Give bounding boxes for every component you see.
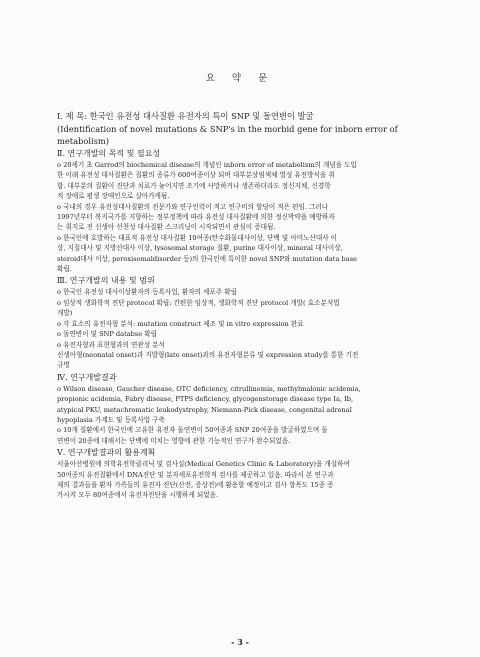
document-body: [57, 110, 440, 501]
body-text-line: 1997년부터 복지국가를 지향하는 정부정책에 따라 유전성 대사질환에 의한 정신박약을 예방하자: [57, 213, 335, 222]
body-text-line: 확립.: [57, 265, 72, 274]
section-heading: Ⅴ. 연구개발결과의 활용계획: [57, 448, 156, 458]
body-text-line: hypoplasia 가계도 및 등록사업 구축: [57, 415, 165, 424]
body-text-line: 규명: [57, 361, 70, 370]
body-text-line: 상, 지질대사 및 지방산대사 이상, lysosomal storage 질환, purine 대사이상, mineral 대사이상,: [57, 244, 343, 253]
page-title: 요 약 문: [205, 73, 275, 84]
project-title-english-line-1: (Identification of novel mutations & SNP's in the morbid gene for inborn error of: [57, 124, 398, 134]
section: [57, 148, 440, 274]
body-text-line: o 한국인에 호발하는 대표적 유전성 대사질환 10여종(탄수화물대사이상, 단백 및 아미노산대사 이: [57, 233, 338, 242]
section: [57, 275, 440, 370]
body-text-line: o 한국인 유전성 대사이상환자의 등록사업, 환자의 세포주 확립: [57, 288, 237, 297]
body-text-line: 연변이 20종에 대해서는 단백에 미치는 영향에 관한 기능적인 연구가 완수되었음.: [57, 436, 291, 445]
body-text-line: o 10개 질환에서 한국인에 고유한 유전자 돌연변이 50여종과 SNP 20여종을 발굴하였으며 돌: [57, 426, 328, 435]
body-text-line: 가시켜 모두 80여종에서 유전자진단을 시행하게 되었음.: [57, 491, 219, 500]
body-text-line: atypical PKU, metachromatic leukodystrophy, Niemann-Pick disease, congenital adrenal: [57, 405, 352, 414]
section-heading: Ⅲ. 연구개발의 내용 및 범위: [57, 276, 155, 286]
body-text-line: o 각 효소의 유전자형 분석: mutation construct 제조 및 in vitro expression 완료: [57, 319, 304, 328]
body-text-line: 제의 결과들을 환자 가족들의 유전자 진단(산전, 증상전)에 활용할 예정이고 검사 항목도 15종 증: [57, 480, 334, 489]
body-text-line: o 임상적 생화학적 진단 protocol 확립: 간편한 임상적, 생화학적 진단 protocol 개발( 효소분석법: [57, 298, 340, 307]
body-text-line: 신생아형(neonatal onset)과 지발형(late onset)과의 유전자형분류 및 expression study를 통한 기전: [57, 350, 359, 359]
section-heading: Ⅳ. 연구개발결과: [57, 372, 117, 382]
page-number: - 3 -: [231, 637, 249, 647]
body-text-line: o 국내의 경우 유전성대사질환의 전문가와 연구인력이 적고 연구비의 할당이 적은 편임. 그러나: [57, 202, 329, 211]
body-text-line: 개발): [57, 309, 73, 318]
body-text-line: 한 이래 유전성 대사질환은 질환의 종류가 600여종이상 되며 대부분상염색체 열성 유전방식을 취: [57, 171, 335, 180]
body-text-line: 는 취지로 전 신생아 선천성 대사질환 스크리닝이 시작되면서 관심이 증대됨.: [57, 223, 276, 232]
body-text-line: o Wilson disease, Gaucher disease, OTC deficiency, citrullinemia, methylmalonic acidemia,: [57, 384, 361, 393]
project-title-korean: Ⅰ. 제 목: 한국인 유전성 대사질환 유전자의 특이 SNP 및 돌연변이 발굴: [57, 111, 314, 121]
project-title-english-line-2: metabolism): [57, 136, 110, 146]
section-heading: Ⅱ. 연구개발의 목적 및 필요성: [57, 149, 161, 158]
body-text-line: 함. 대부분의 질환이 진단과 치료가 늦어지면 조기에 사망하거나 생존하더라도 정신지체, 신경학: [57, 181, 331, 190]
body-text-line: o 유전자형과 표현형과의 연관성 분석: [57, 340, 165, 349]
sections-container: [57, 148, 440, 501]
body-text-line: 50여종의 유전질환에서 DNA진단 및 분자세포유전학적 검사를 제공하고 있음. 따라서 본 연구과: [57, 470, 334, 479]
section: [57, 372, 440, 446]
body-text-line: propionic acidemia, Fabry disease, PTPS deficiency, glycogenstorage disease type Ia, Ib,: [57, 395, 354, 404]
body-text-line: 적 장애로 평생 장애인으로 살아가게됨.: [57, 192, 170, 201]
body-text-line: steroid대사 이상, peroxisomaldisorder 등)의 한국인에 특이한 novel SNP와 mutation data base: [57, 254, 357, 263]
body-text-line: o 20세기 초 Garrod의 biochemical disease의 개념인 inborn error of metabolism의 개념을 도입: [57, 161, 357, 169]
section: [57, 447, 440, 501]
body-text-line: 서울아산병원에 의학유전학클리닉 및 검사실(Medical Genetics Clinic & Laboratory)을 개설하여: [57, 460, 350, 469]
body-text-line: o 돌연변이 및 SNP databse 확립: [57, 330, 157, 339]
